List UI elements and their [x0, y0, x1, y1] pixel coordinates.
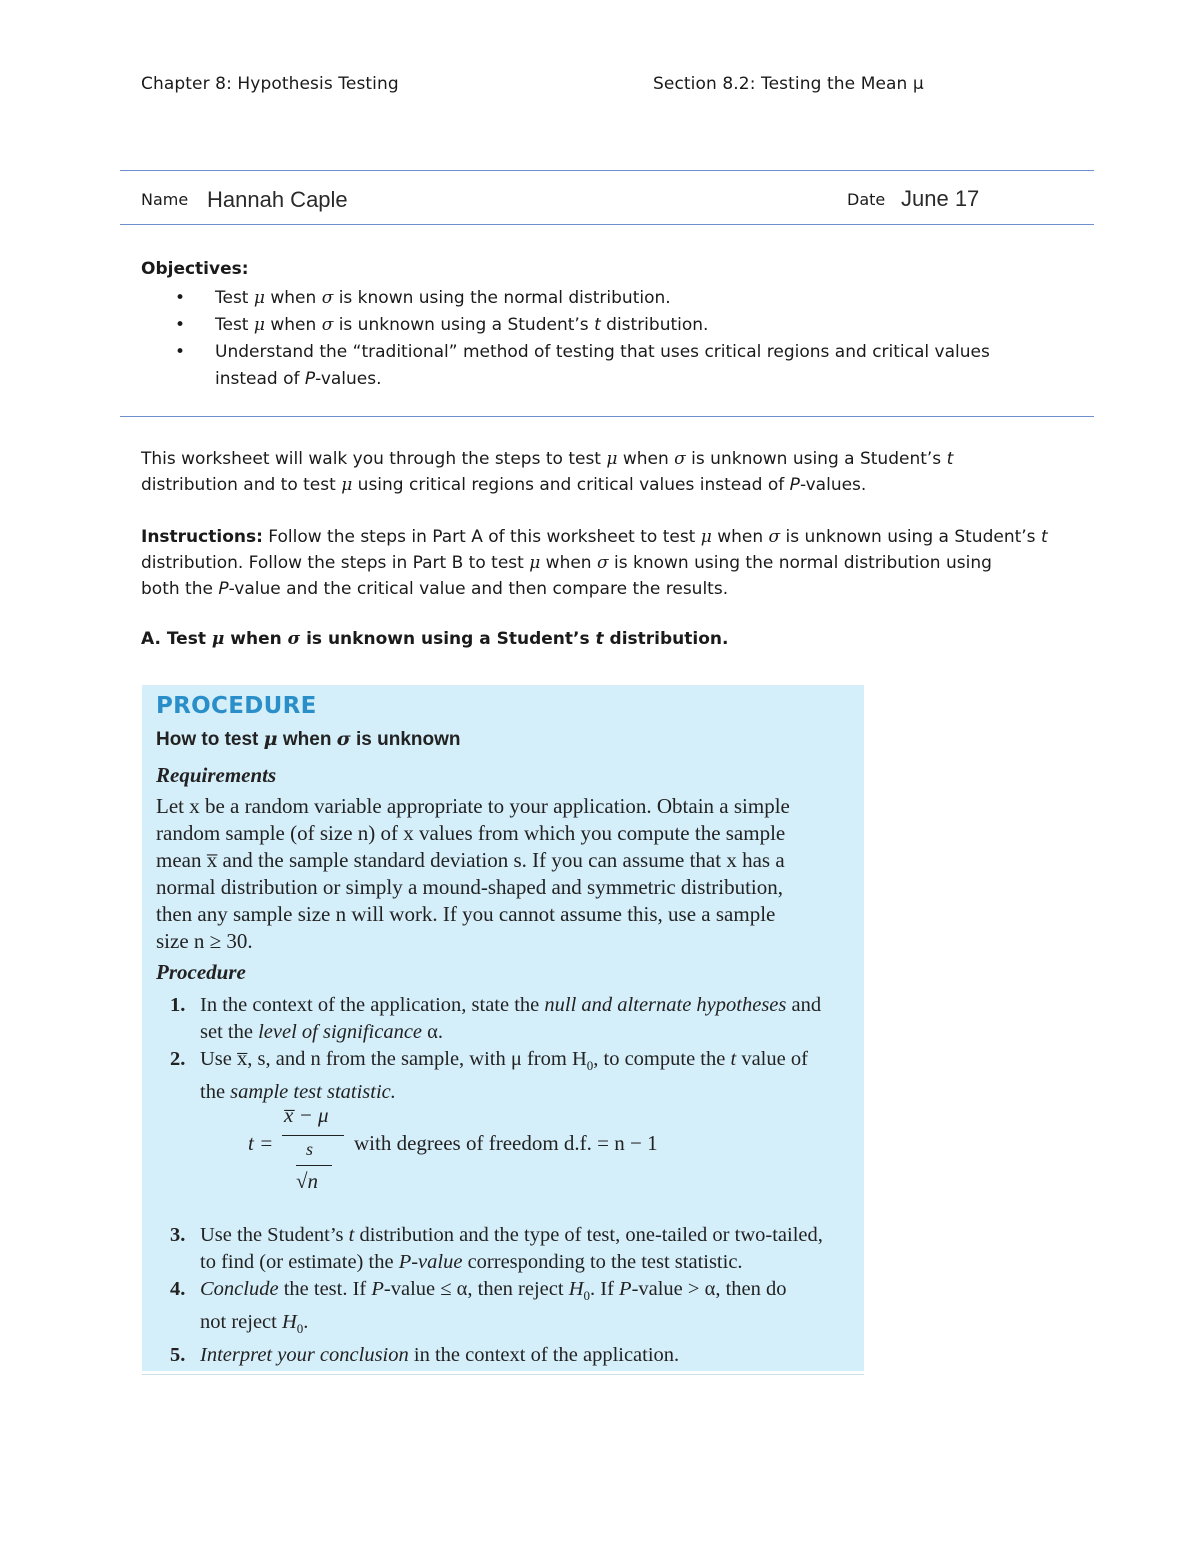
inner-fraction-bar	[296, 1165, 332, 1166]
formula-den-bottom: √n	[296, 1169, 319, 1193]
instructions-paragraph: Instructions: Follow the steps in Part A of this worksheet to test μ when σ is unknown using a Student’s t distribution. Follow the steps in Part B to test μ when σ is known using the normal distribution using both the P-value and the critical value and then compare the results.	[141, 527, 1048, 599]
procedure-box	[142, 685, 864, 1371]
objectives-rule	[120, 416, 1094, 417]
bullet-icon: •	[175, 288, 186, 308]
formula-den-top: s	[306, 1139, 314, 1159]
formula-lhs: t =	[248, 1131, 274, 1155]
requirements-title: Requirements	[156, 763, 277, 787]
date-field[interactable]: June 17	[901, 186, 980, 211]
t-statistic-formula	[248, 1103, 708, 1203]
section-header: Section 8.2: Testing the Mean μ	[653, 74, 924, 94]
objective-item: • Test μ when σ is known using the normal distribution.	[141, 285, 1041, 312]
bullet-icon: •	[175, 315, 186, 335]
objective-item: • Test μ when σ is unknown using a Student’s t distribution.	[141, 312, 1041, 339]
step-4: 4. Conclude the test. If P-value ≤ α, then reject $H_0$. If P-value > α, then do not reject $H_0$.	[170, 1278, 787, 1337]
steps-3-5	[156, 1222, 856, 1369]
date-label: Date	[847, 190, 886, 209]
fraction-bar	[282, 1135, 344, 1136]
bullet-icon: •	[175, 342, 186, 362]
name-label: Name	[141, 190, 189, 209]
objective-item: • Understand the “traditional” method of testing that uses critical regions and critical values instead of P-values.	[141, 339, 1041, 393]
procedure-title: PROCEDURE	[156, 693, 317, 719]
intro-paragraph: This worksheet will walk you through the steps to test μ when σ is unknown using a Student’s t distribution and to test μ using critical regions and critical values instead of P-values.	[141, 449, 954, 495]
name-rule	[120, 224, 1094, 225]
name-field[interactable]: Hannah Caple	[207, 187, 348, 212]
formula-rhs: with degrees of freedom d.f. = n − 1	[354, 1131, 658, 1155]
procedure-box-bottom-rule	[142, 1374, 864, 1375]
step-5: 5. Interpret your conclusion in the context of the application.	[170, 1344, 680, 1367]
objectives-title: Objectives:	[141, 259, 249, 279]
step-2: 2. Use x̅, s, and n from the sample, with μ from $H_0$, to compute the t value of the sample test statistic.	[170, 1048, 808, 1104]
formula-numerator: x̅ − μ	[284, 1103, 329, 1127]
top-rule	[120, 170, 1094, 171]
part-a-heading: A. Test μ when σ is unknown using a Student’s t distribution.	[141, 629, 729, 649]
objectives-list	[141, 285, 1041, 393]
requirements-text: Let x be a random variable appropriate to your application. Obtain a simple random sample (of size n) of x values from which you compute the sample mean x̅ and the sample standard deviation s. If you can assume that x has a normal distribution or simply a mound-shaped and symmetric distribution, then any sample size n will work. If you cannot assume this, use a sample size n ≥ 30.	[156, 794, 790, 953]
chapter-header: Chapter 8: Hypothesis Testing	[141, 74, 399, 94]
procedure-subtitle: How to test μ when σ is unknown	[156, 728, 461, 750]
step-3: 3. Use the Student’s t distribution and the type of test, one-tailed or two-tailed, to find (or estimate) the P-value corresponding to the test statistic.	[170, 1224, 823, 1273]
steps-1-2	[156, 992, 856, 1106]
procedure-steps-title: Procedure	[156, 960, 246, 984]
step-1: 1. In the context of the application, state the null and alternate hypotheses and set the level of significance α.	[170, 994, 822, 1043]
